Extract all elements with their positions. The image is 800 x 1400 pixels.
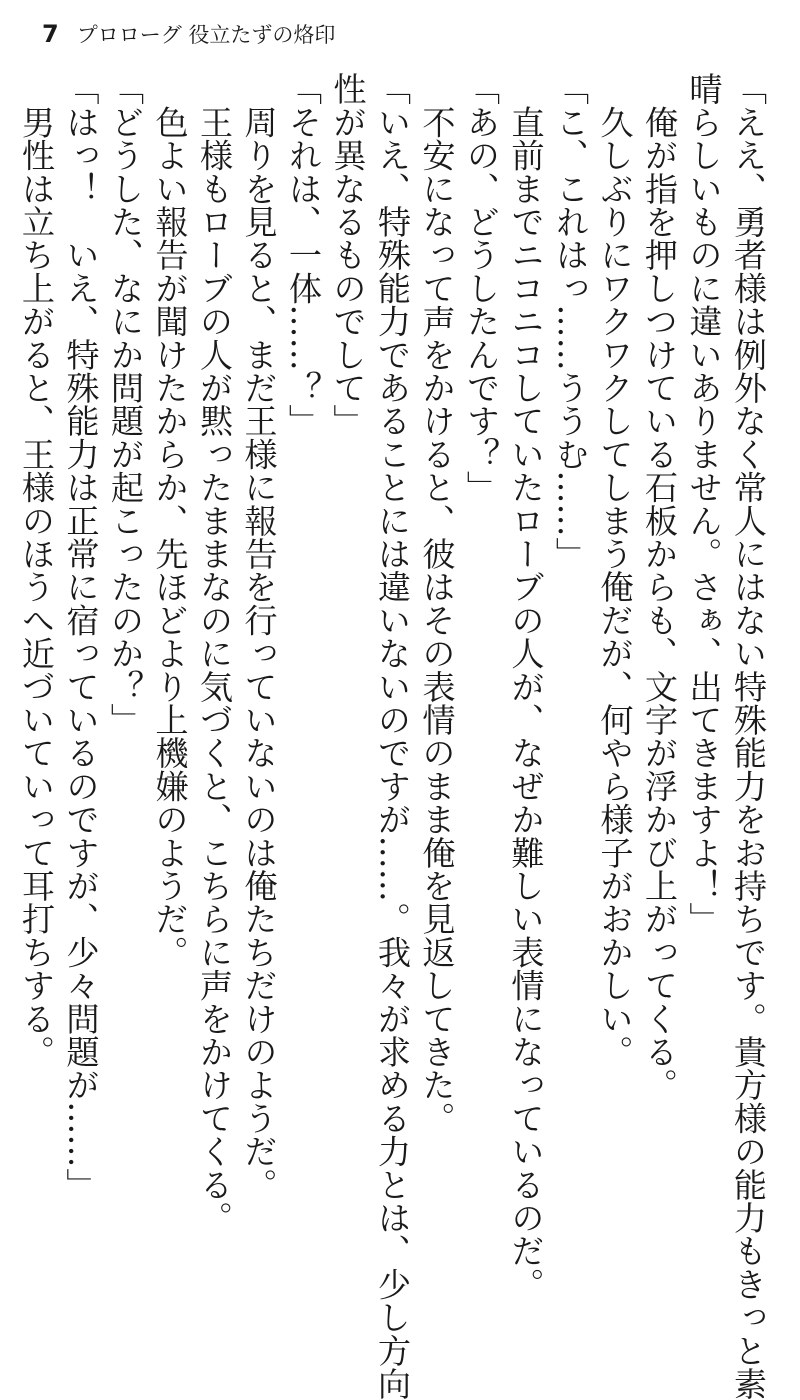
page-header — [42, 16, 335, 52]
text-line: 「それは、一体……？」 — [284, 72, 323, 438]
text-line: 「どうした、なにか問題が起こったのか？」 — [106, 72, 145, 736]
text-line: 色よい報告が聞けたからか、先ほどより上機嫌のようだ。 — [150, 72, 190, 969]
text-line: 「あの、どうしたんです？」 — [462, 72, 501, 504]
vertical-body-text — [17, 72, 770, 1400]
text-line: 「はっ！ いえ、特殊能力は正常に宿っているのですが、少々問題が……」 — [61, 72, 101, 1201]
text-line: 不安になって声をかけると、彼はその表情のまま俺を見返してきた。 — [417, 72, 457, 1135]
running-head-title: プロローグ 役立たずの烙印 — [76, 23, 336, 47]
page-number: 7 — [42, 20, 59, 48]
text-line: 男性は立ち上がると、王様のほうへ近づいていって耳打ちする。 — [17, 72, 56, 1068]
text-line: 「いえ、特殊能力であることには違いないのですが……。我々が求める力とは、少し方向 — [373, 72, 412, 1400]
text-line: 直前までニコニコしていたローブの人が、なぜか難しい表情になっているのだ。 — [506, 72, 546, 1301]
text-line: 俺が指を押しつけている石板からも、文字が浮かび上がってくる。 — [640, 72, 679, 1102]
text-line: 性が異なるものでして」 — [328, 72, 368, 438]
text-line: 「こ、これはっ……ううむ……」 — [551, 72, 590, 570]
text-line: 周りを見ると、まだ王様に報告を行っていないのは俺たちだけのようだ。 — [239, 72, 279, 1201]
text-line: 久しぶりにワクワクしてしまう俺だが、何やら様子がおかしい。 — [595, 72, 635, 1068]
text-line: 王様もローブの人が黙ったままなのに気づくと、こちらに声をかけてくる。 — [195, 72, 234, 1234]
text-line: 「ええ、勇者様は例外なく常人にはない特殊能力をお持ちです。貴方様の能力もきっと素 — [729, 72, 768, 1400]
text-line: 晴らしいものに違いありません。さぁ、出てきますよ！」 — [684, 72, 724, 936]
